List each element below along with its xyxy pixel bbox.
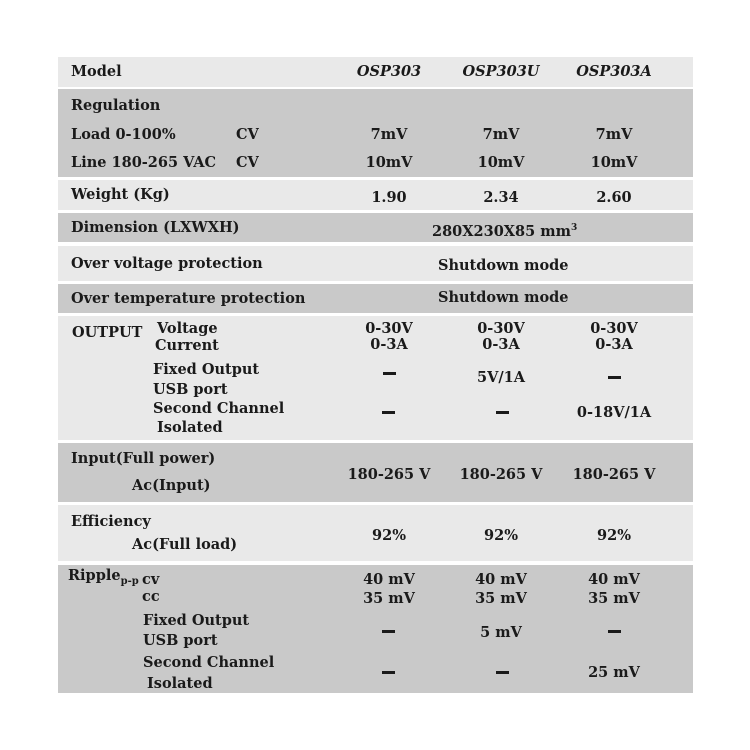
weight-osp303: 1.90 <box>371 189 407 206</box>
output-title: OUTPUT <box>72 324 143 341</box>
load-regulation-mode: CV <box>236 126 259 143</box>
ripple-second-osp303-dash <box>382 671 395 674</box>
model-osp303-header: OSP303 <box>356 63 422 80</box>
output-second-channel-label: Second Channel <box>153 400 285 417</box>
output-voltage-label: Voltage <box>157 320 218 337</box>
weight-osp303a: 2.60 <box>596 189 632 206</box>
line-regulation-osp303: 10mV <box>365 154 413 171</box>
input-label: Input(Full power) <box>71 450 216 467</box>
model-header-label: Model <box>71 63 122 80</box>
output-voltage-osp303a: 0-30V <box>590 320 638 337</box>
ripple-fixed-osp303-dash <box>382 630 395 633</box>
load-regulation-label: Load 0-100% <box>71 126 176 143</box>
ripple-cc-osp303a: 35 mV <box>588 590 640 607</box>
output-fixed-osp303a-dash <box>608 376 621 379</box>
ripple-isolated-label: Isolated <box>147 675 213 692</box>
ripple-fixed-osp303u: 5 mV <box>480 624 522 641</box>
ripple-cc-osp303u: 35 mV <box>475 590 527 607</box>
input-osp303u: 180-265 V <box>459 466 543 483</box>
output-isolated-label: Isolated <box>157 419 223 436</box>
output-current-osp303a: 0-3A <box>595 336 633 353</box>
ripple-fixed-osp303a-dash <box>608 630 621 633</box>
output-voltage-osp303: 0-30V <box>365 320 413 337</box>
ripple-cc-osp303: 35 mV <box>363 590 415 607</box>
line-regulation-label: Line 180-265 VAC <box>71 154 217 171</box>
output-usb-port-label: USB port <box>153 381 228 398</box>
ripple-pp-subscript: p-p <box>120 575 139 587</box>
load-regulation-osp303: 7mV <box>370 126 408 143</box>
output-current-label: Current <box>155 337 219 354</box>
weight-label: Weight (Kg) <box>71 186 170 203</box>
ripple-label: Ripple$_{p-p}$ <box>68 567 139 587</box>
output-fixed-osp303-dash <box>383 372 396 375</box>
efficiency-osp303a: 92% <box>597 527 631 544</box>
weight-osp303u: 2.34 <box>483 189 519 206</box>
input-sub-label: Ac(Input) <box>132 477 211 494</box>
load-regulation-osp303u: 7mV <box>482 126 520 143</box>
efficiency-osp303u: 92% <box>484 527 518 544</box>
output-second-osp303a: 0-18V/1A <box>576 404 652 421</box>
regulation-title: Regulation <box>71 97 161 114</box>
output-current-osp303: 0-3A <box>370 336 408 353</box>
line-regulation-osp303a: 10mV <box>590 154 638 171</box>
output-voltage-osp303u: 0-30V <box>477 320 525 337</box>
ripple-cv-osp303a: 40 mV <box>588 571 640 588</box>
load-regulation-osp303a: 7mV <box>595 126 633 143</box>
line-regulation-osp303u: 10mV <box>477 154 525 171</box>
efficiency-sub-label: Ac(Full load) <box>132 536 238 553</box>
ripple-second-channel-label: Second Channel <box>143 654 275 671</box>
ripple-cv-osp303: 40 mV <box>363 571 415 588</box>
dimension-value: 280X230X85 $mm^3$ <box>432 222 578 240</box>
over-temperature-label: Over temperature protection <box>71 290 306 307</box>
over-voltage-value: Shutdown mode <box>438 257 569 274</box>
model-osp303u-header: OSP303U <box>462 63 540 80</box>
ripple-cc-label: cc <box>142 588 160 605</box>
dimension-unit-exponent: 3 <box>570 223 578 233</box>
model-osp303a-header: OSP303A <box>576 63 652 80</box>
output-fixed-output-label: Fixed Output <box>153 361 260 378</box>
over-temperature-value: Shutdown mode <box>438 289 569 306</box>
ripple-second-osp303a: 25 mV <box>588 664 640 681</box>
ripple-cv-osp303u: 40 mV <box>475 571 527 588</box>
ripple-second-osp303u-dash <box>496 671 509 674</box>
output-current-osp303u: 0-3A <box>482 336 520 353</box>
over-voltage-label: Over voltage protection <box>71 255 263 272</box>
output-second-osp303u-dash <box>496 411 509 414</box>
efficiency-osp303: 92% <box>372 527 406 544</box>
dimension-label: Dimension (LXWXH) <box>71 219 240 236</box>
input-osp303: 180-265 V <box>347 466 431 483</box>
ripple-fixed-output-label: Fixed Output <box>143 612 250 629</box>
output-fixed-osp303u: 5V/1A <box>477 369 525 386</box>
ripple-usb-port-label: USB port <box>143 632 218 649</box>
input-osp303a: 180-265 V <box>572 466 656 483</box>
ripple-cv-label: cv <box>142 571 160 588</box>
output-second-osp303-dash <box>382 411 395 414</box>
efficiency-label: Efficiency <box>71 513 151 530</box>
line-regulation-mode: CV <box>236 154 259 171</box>
